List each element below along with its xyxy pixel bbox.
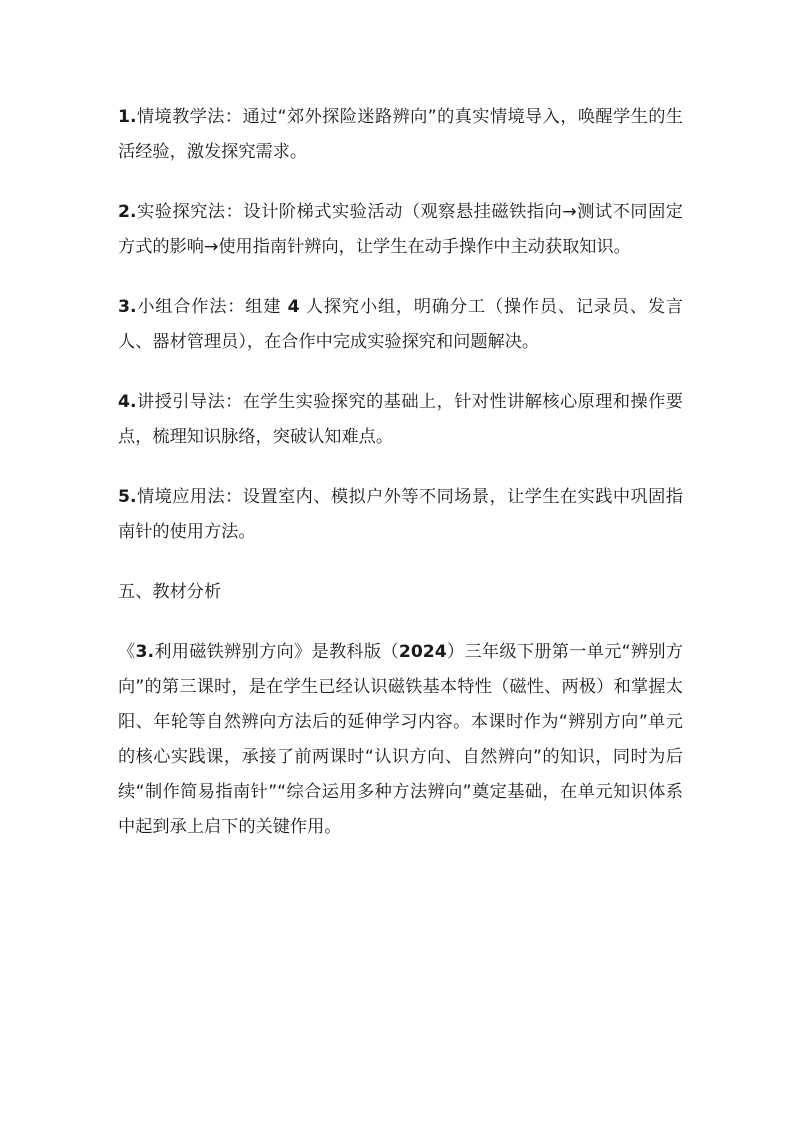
group-size-number: 4 <box>287 297 300 317</box>
list-number: 5. <box>118 487 137 507</box>
method-paragraph-2 <box>118 195 683 265</box>
section-heading: 五、教材分析 <box>118 582 222 602</box>
lesson-number: 3. <box>135 642 154 662</box>
document-content <box>118 100 683 845</box>
method-text: 讲授引导法：在学生实验探究的基础上，针对性讲解核心原理和操作要点，梳理知识脉络，突破认知难点。 <box>118 392 683 447</box>
paragraph-text: ）三年级下册第一单元“辨别方向”的第三课时，是在学生已经认识磁铁基本特性（磁性、两极）和掌握太阳、年轮等自然辨向方法后的延伸学习内容。本课时作为“辨别方向”单元的核心实践课，承接了前两课时“认识方向、自然辨向”的知识，同时为后续“制作简易指南针”“综合运用多种方法辨向”奠定基础，在单元知识体系中起到承上启下的关键作用。 <box>118 642 683 837</box>
textbook-analysis-paragraph <box>118 635 683 845</box>
method-paragraph-5 <box>118 480 683 550</box>
method-paragraph-4 <box>118 385 683 455</box>
list-number: 1. <box>118 107 137 127</box>
method-text: 情境教学法：通过“郊外探险迷路辨向”的真实情境导入，唤醒学生的生活经验，激发探究需求。 <box>118 107 683 162</box>
paragraph-text: 利用磁铁辨别方向》是教科版（ <box>153 642 399 662</box>
method-paragraph-3 <box>118 290 683 360</box>
edition-year: 2024 <box>398 642 447 662</box>
list-number: 2. <box>118 202 137 222</box>
method-text: 小组合作法：组建 <box>136 297 288 317</box>
list-number: 4. <box>118 392 137 412</box>
list-number: 3. <box>118 297 137 317</box>
method-text: 实验探究法：设计阶梯式实验活动（观察悬挂磁铁指向→测试不同固定方式的影响→使用指南针辨向，让学生在动手操作中主动获取知识。 <box>118 202 683 257</box>
method-text: 人探究小组，明确分工（操作员、记录员、发言人、器材管理员），在合作中完成实验探究和问题解决。 <box>118 297 684 352</box>
paragraph-text: 《 <box>118 642 136 662</box>
method-paragraph-1 <box>118 100 683 170</box>
method-text: 情境应用法：设置室内、模拟户外等不同场景，让学生在实践中巩固指南针的使用方法。 <box>118 487 683 542</box>
